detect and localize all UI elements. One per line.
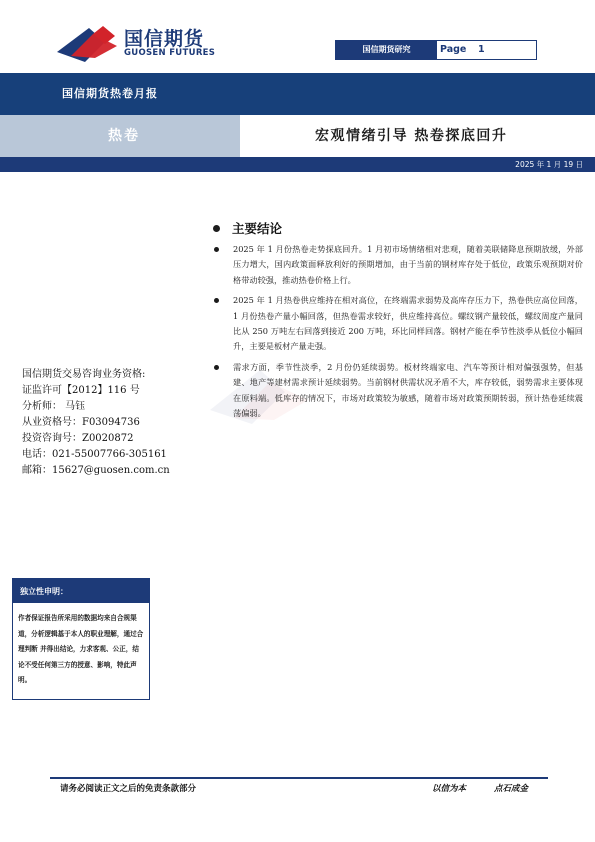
report-series-title: 国信期货热卷月报 (62, 87, 158, 100)
logo-name-en: GUOSEN FUTURES (124, 48, 216, 58)
logo-name-cn: 国信期货 (124, 28, 205, 50)
section-bullet-icon (213, 225, 220, 232)
footer-divider (50, 777, 548, 779)
bullet-icon (214, 365, 219, 370)
independence-statement-text: 作者保证报告所采用的数据均来自合规渠道，分析逻辑基于本人的职业理解，通过合理判断 并得出结论，力求客观、公正，结论不受任何第三方的授意、影响，特此声明。 (18, 614, 144, 684)
bullet-icon (214, 298, 219, 303)
conclusion-text: 2025 年 1 月热卷供应维持在相对高位，在终端需求弱势及高库存压力下，热卷供应高位回落，1 月份热卷产量小幅回落，但热卷需求较好，供应维持高位。螺纹钢产量较低，螺纹周度产量同比从 250 万吨左右回落到接近 200 万吨，环比同样回落。钢材产能在季节性淡季从低位小幅回升，主要是板材产量走强。 (233, 295, 583, 352)
license-line: 证监许可【2012】116 号 (22, 385, 140, 396)
independence-statement-title: 独立性申明： (13, 579, 149, 603)
conclusion-text: 需求方面，季节性淡季，2 月份仍延续弱势。板材终端家电、汽车等预计相对偏强强势，但基建、地产等建材需求预计延续弱势。当前钢材供需状况矛盾不大，库存较低，弱势需求主要体现在原料端。低库存的情况下，市场对政策较为敏感，随着市场对政策预期转弱，预计热卷延续震荡偏弱。 (233, 361, 583, 419)
date-bar (0, 157, 595, 172)
conclusion-text: 2025 年 1 月份热卷走势探底回升。1 月初市场情绪相对悲观，随着美联储降息预期放缓，外部压力增大，国内政策面释放利好的预期增加，由于当前的钢材库存处于低位，政策乐观预期对价格带动较强，推动热卷价格上行。 (233, 244, 583, 285)
email-line[interactable]: 邮箱：15627@guosen.com.cn (22, 465, 170, 476)
report-date: 2025 年 1 月 19 日 (515, 160, 583, 169)
research-tag-label: 国信期货研究 (336, 41, 437, 59)
practice-number-line: 从业资格号：F03094736 (22, 417, 140, 428)
conclusions-title: 主要结论 (232, 221, 283, 236)
page-number: 1 (478, 44, 485, 55)
phone-line: 电话：021-55007766-305161 (22, 449, 167, 460)
analyst-contact-block (22, 367, 207, 479)
footer-motto-1: 以信为本 (432, 784, 467, 794)
conclusion-point (213, 293, 583, 355)
page-label: Page (440, 44, 467, 55)
consult-number-line: 投资咨询号：Z0020872 (22, 433, 134, 444)
bullet-icon (214, 247, 219, 252)
conclusion-point (213, 242, 583, 288)
conclusion-point (213, 360, 583, 422)
report-category: 热卷 (108, 128, 140, 144)
report-headline: 宏观情绪引导 热卷探底回升 (315, 128, 508, 144)
footer-disclaimer-notice: 请务必阅读正文之后的免责条款部分 (60, 784, 197, 794)
analyst-line: 分析师： 马钰 (22, 401, 86, 412)
qualification-line: 国信期货交易咨询业务资格: (22, 369, 146, 380)
conclusions-list (213, 242, 583, 426)
footer-motto-2: 点石成金 (494, 784, 529, 794)
